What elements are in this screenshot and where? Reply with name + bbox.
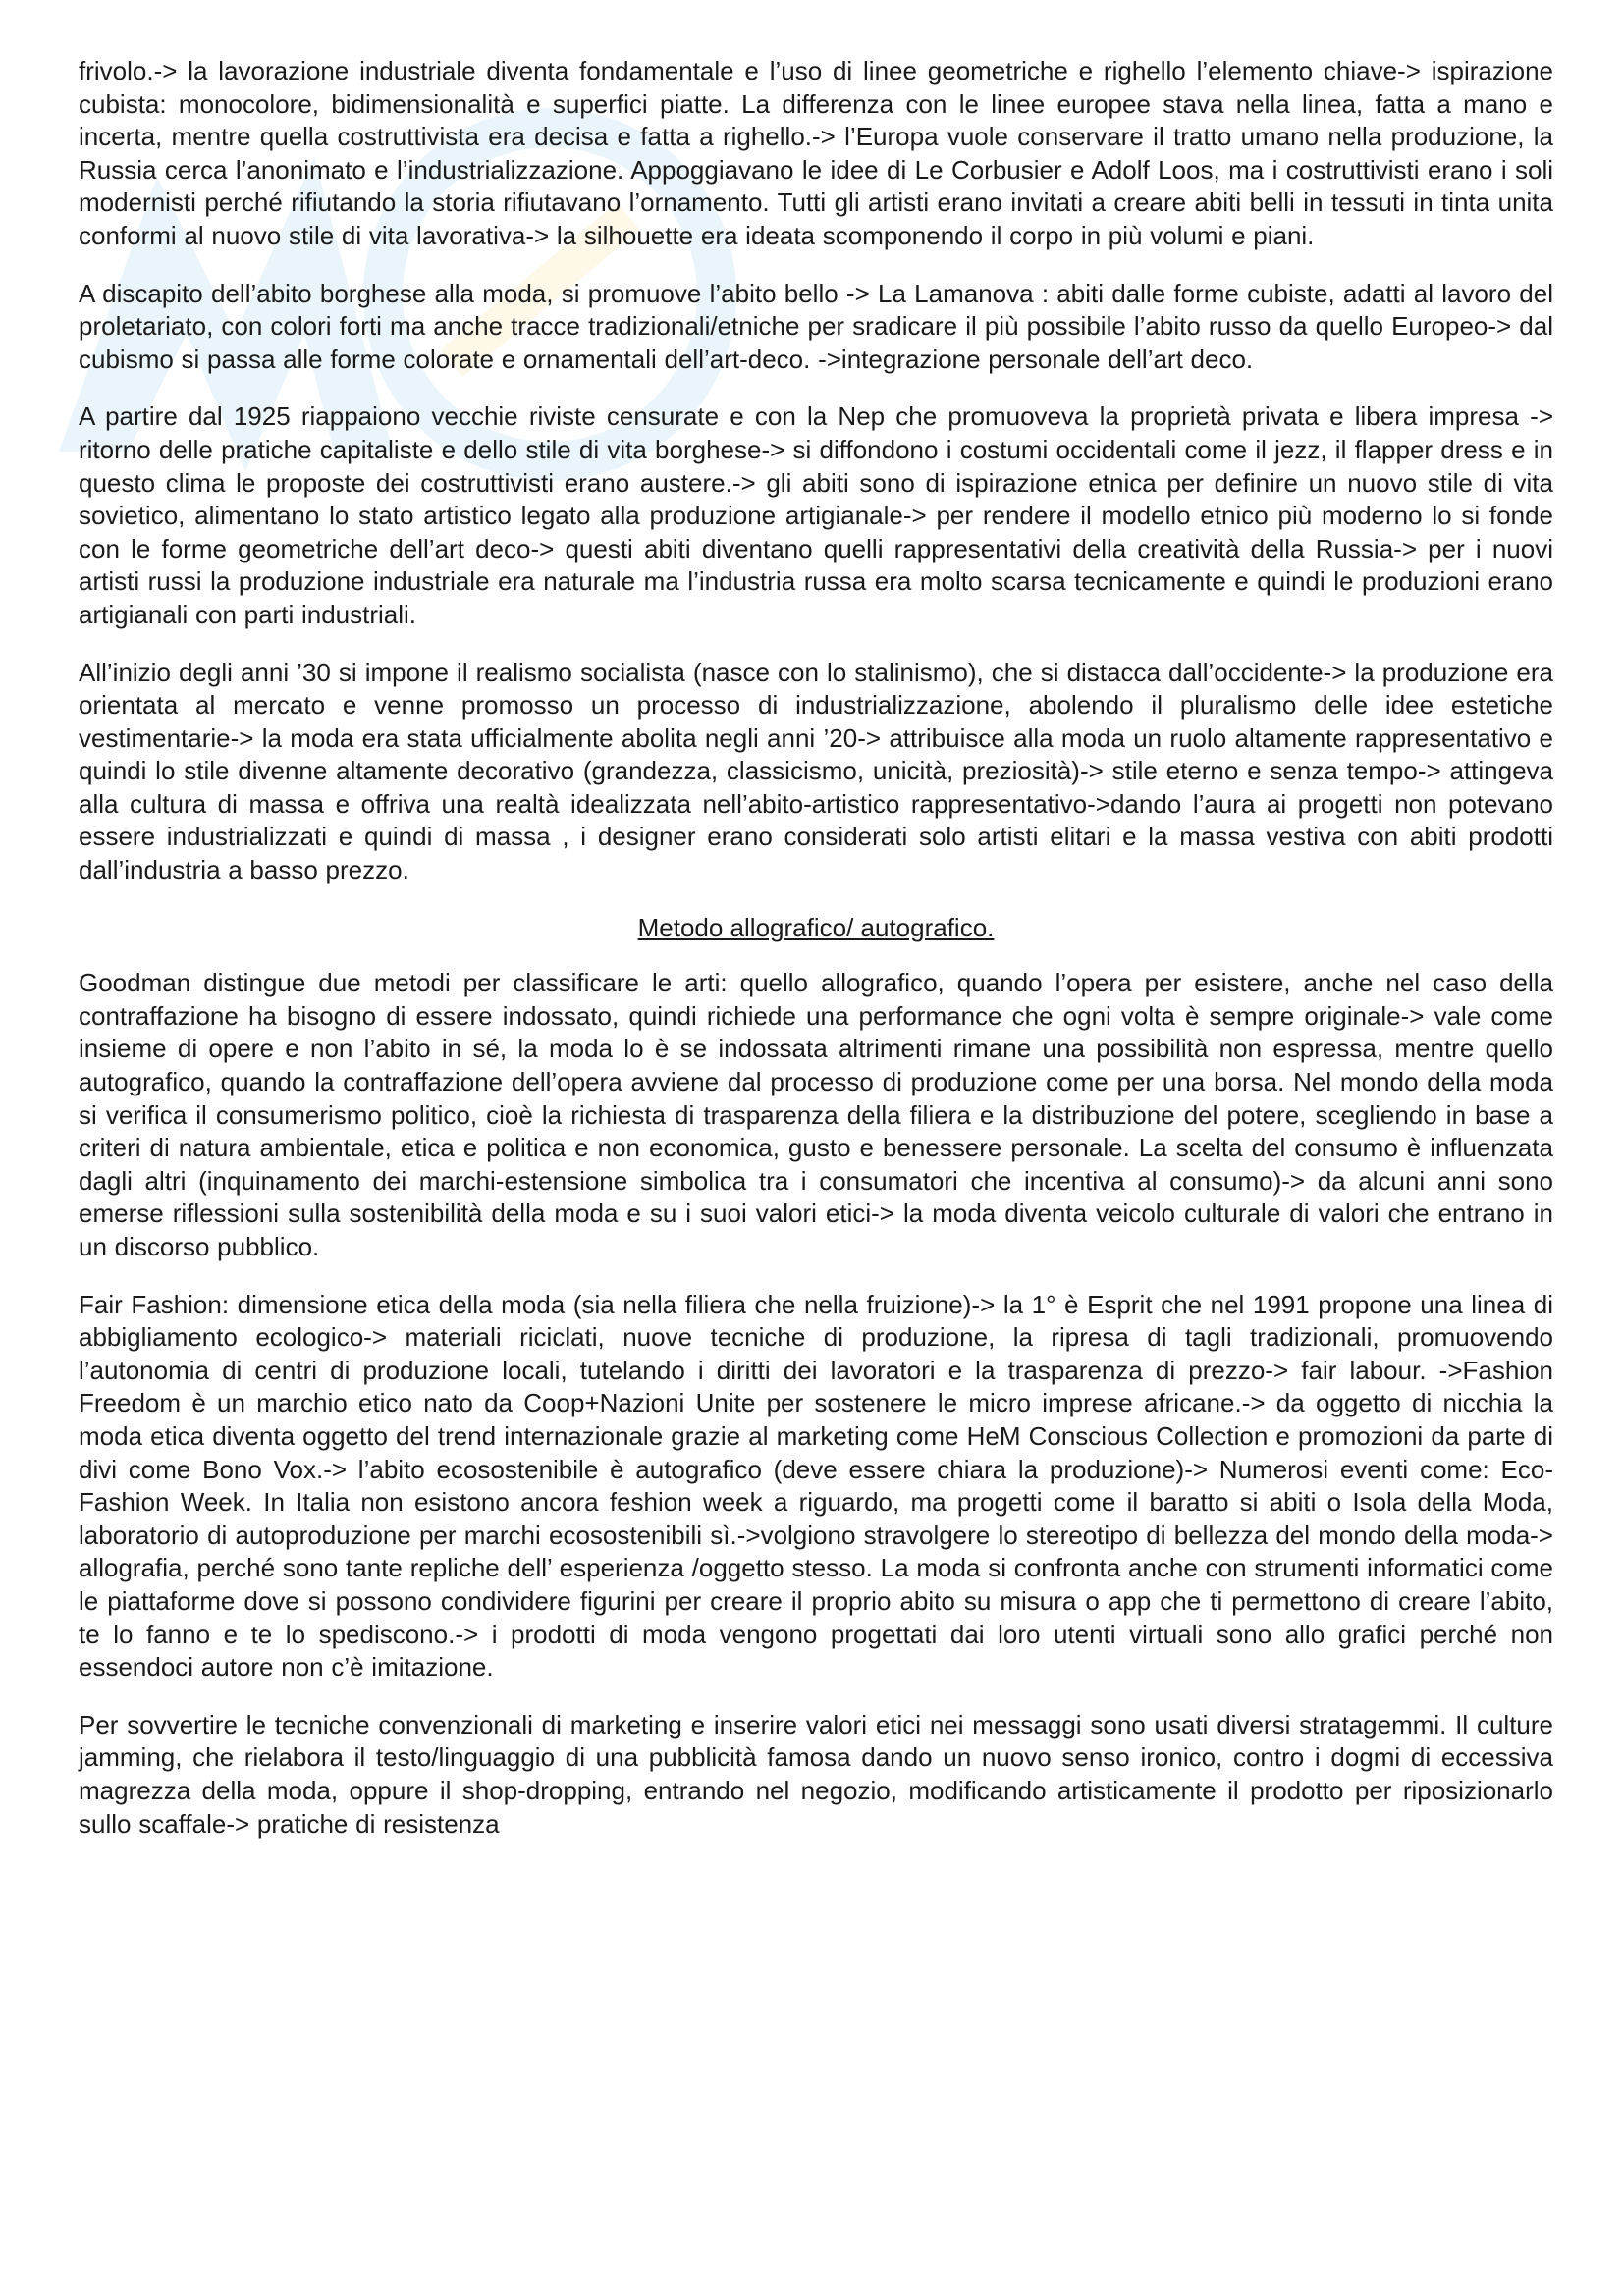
paragraph: Per sovvertire le tecniche convenzionali di marketing e inserire valori etici nei messaggi sono usati diversi stratagemmi. Il culture jamming, che rielabora il testo/linguaggio di una pubblicità famosa dando un nuovo senso ironico, contro i dogmi di eccessiva magrezza della moda, oppure il shop-dropping, entrando nel negozio, modificando artisticamente il prodotto per riposizionarlo sullo scaffale-> pratiche di resistenza xyxy=(79,1709,1553,1839)
paragraph: A partire dal 1925 riappaiono vecchie riviste censurate e con la Nep che promuoveva la proprietà privata e libera impresa -> ritorno delle pratiche capitaliste e dello stile di vita borghese-> si diffondono i costumi occidentali come il jezz, il flapper dress e in questo clima le proposte dei costruttivisti erano austere.-> gli abiti sono di ispirazione etnica per definire un nuovo stile di vita sovietico, alimentano lo stato artistico legato alla produzione artigianale-> per rendere il modello etnico più moderno lo si fonde con le forme geometriche dell’art deco-> questi abiti diventano quelli rappresentativi della creatività della Russia-> per i nuovi artisti russi la produzione industriale era naturale ma l’industria russa era molto scarsa tecnicamente e quindi le produzioni erano artigianali con parti industriali. xyxy=(79,401,1553,629)
document-page xyxy=(79,55,1553,1865)
paragraph: Fair Fashion: dimensione etica della moda (sia nella filiera che nella fruizione)-> la 1° è Esprit che nel 1991 propone una linea di abbigliamento ecologico-> materiali riciclati, nuove tecniche di produzione, la ripresa di tagli tradizionali, promuovendo l’autonomia di centri di produzione locali, tutelando i diritti dei lavoratori e la trasparenza di prezzo-> fair labour. ->Fashion Freedom è un marchio etico nato da Coop+Nazioni Unite per sostenere le micro imprese africane.-> da oggetto di nicchia la moda etica diventa oggetto del trend internazionale grazie al marketing come HeM Conscious Collection e promozioni da parte di divi come Bono Vox.-> l’abito ecosostenibile è autografico (deve essere chiara la produzione)-> Numerosi eventi come: Eco-Fashion Week. In Italia non esistono ancora feshion week a riguardo, ma progetti come il baratto si abiti o Isola della Moda, laboratorio di autoproduzione per marchi ecosostenibili sì.->volgiono stravolgere lo stereotipo di bellezza del mondo della moda-> allografia, perché sono tante repliche dell’ esperienza /oggetto stesso. La moda si confronta anche con strumenti informatici come le piattaforme dove si possono condividere figurini per creare il proprio abito su misura o app che ti permettono di creare l’abito, te lo fanno e te lo spediscono.-> i prodotti di moda vengono progettati dai loro utenti virtuali sono allo grafici perché non essendoci autore non c’è imitazione. xyxy=(79,1289,1553,1682)
paragraph: frivolo.-> la lavorazione industriale diventa fondamentale e l’uso di linee geometriche e righello l’elemento chiave-> ispirazione cubista: monocolore, bidimensionalità e superfici piatte. La differenza con le linee europee stava nella linea, fatta a mano e incerta, mentre quella costruttivista era decisa e fatta a righello.-> l’Europa vuole conservare il tratto umano nella produzione, la Russia cerca l’anonimato e l’industrializzazione. Appoggiavano le idee di Le Corbusier e Adolf Loos, ma i costruttivisti erano i soli modernisti perché rifiutando la storia rifiutavano l’ornamento. Tutti gli artisti erano invitati a creare abiti belli in tessuti in tinta unita conformi al nuovo stile di vita lavorativa-> la silhouette era ideata scomponendo il corpo in più volumi e piani. xyxy=(79,56,1553,250)
paragraph: All’inizio degli anni ’30 si impone il realismo socialista (nasce con lo stalinismo), che si distacca dall’occidente-> la produzione era orientata al mercato e venne promosso un processo di industrializzazione, abolendo il pluralismo delle idee estetiche vestimentarie-> la moda era stata ufficialmente abolita negli anni ’20-> attribuisce alla moda un ruolo altamente rappresentativo e quindi lo stile divenne altamente decorativo (grandezza, classicismo, unicità, preziosità)-> stile eterno e senza tempo-> attingeva alla cultura di massa e offriva una realtà idealizzata nell’abito-artistico rappresentativo->dando l’aura ai progetti non potevano essere industrializzati e quindi di massa , i designer erano considerati solo artisti elitari e la massa vestiva con abiti prodotti dall’industria a basso prezzo. xyxy=(79,657,1553,885)
paragraph: A discapito dell’abito borghese alla moda, si promuove l’abito bello -> La Lamanova : abiti dalle forme cubiste, adatti al lavoro del proletariato, con colori forti ma anche tracce tradizionali/etniche per sradicare il più possibile l’abito russo da quello Europeo-> dal cubismo si passa alle forme colorate e ornamentali dell’art-deco. ->integrazione personale dell’art deco. xyxy=(79,278,1553,374)
paragraph: Goodman distingue due metodi per classificare le arti: quello allografico, quando l’opera per esistere, anche nel caso della contraffazione ha bisogno di essere indossato, quindi richiede una performance che ogni volta è sempre originale-> vale come insieme di opere e non l’abito in sé, la moda lo è se indossata altrimenti rimane una possibilità non espressa, mentre quello autografico, quando la contraffazione dell’opera avviene dal processo di produzione come per una borsa. Nel mondo della moda si verifica il consumerismo politico, cioè la richiesta di trasparenza della filiera e la distribuzione del potere, scegliendo in base a criteri di natura ambientale, etica e politica e non economica, gusto e benessere personale. La scelta del consumo è influenzata dagli altri (inquinamento dei marchi-estensione simbolica tra i consumatori che incentiva al consumo)-> da alcuni anni sono emerse riflessioni sulla sostenibilità della moda e su i suoi valori etici-> la moda diventa veicolo culturale di valori che entrano in un discorso pubblico. xyxy=(79,968,1553,1261)
section-heading: Metodo allografico/ autografico. xyxy=(637,912,995,942)
